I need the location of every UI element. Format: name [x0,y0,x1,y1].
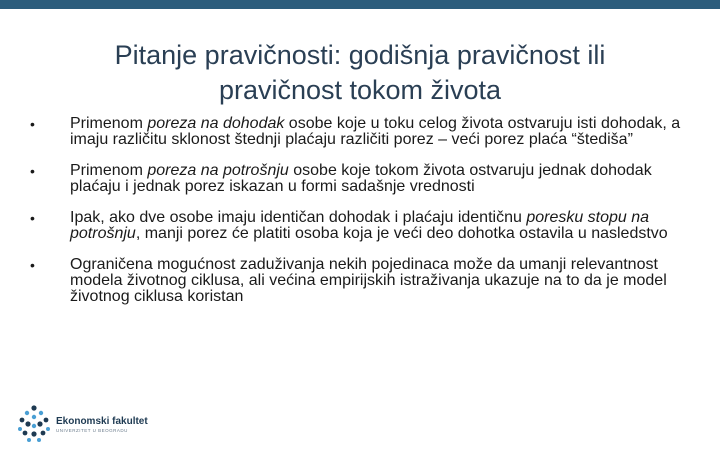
bullet-emphasis: poreza na potrošnju [147,162,289,179]
bullet-text: Ipak, ako dve osobe imaju identičan dohodak i plaćaju identičnu [70,209,527,226]
logo-dot [32,424,36,428]
dots-logo-icon [14,404,54,444]
bullet-item [28,116,688,148]
logo-dot [37,421,42,426]
slide-title-line-2: pravičnost tokom života [218,75,502,106]
bullet-emphasis: poreza na dohodak [147,115,285,132]
bullet-list [28,116,688,320]
logo-dot [44,418,49,423]
logo-dot [41,431,46,436]
top-bar [0,0,720,9]
bullet-item [28,210,688,242]
logo-dot [31,431,36,436]
bullet-marker: • [30,163,35,179]
bullet-text: osobe koje u toku celog života ostvaruju isti dohodak, a imaju različitu sklonost štednji plaćaju različiti porez – veći porez plaća “štediša” [70,115,681,148]
logo-dot [23,431,28,436]
faculty-logo [14,404,214,444]
logo-subtitle: UNIVERZITET U BEOGRADU [56,428,128,433]
logo-dot [25,421,30,426]
bullet-text: Primenom [70,162,148,179]
bullet-marker: • [30,257,35,273]
logo-dot [27,438,31,442]
logo-dot [37,438,41,442]
bullet-text: Primenom [70,115,148,132]
logo-name: Ekonomski fakultet [56,416,148,427]
bullet-text: Ograničena mogućnost zaduživanja nekih pojedinaca može da umanji relevantnost modela životnog ciklusa, ali većina empirijskih istraživanja ukazuje na to da je model životnog ciklusa koristan [70,256,667,305]
logo-dot [25,411,29,415]
logo-dot [20,418,25,423]
bullet-emphasis: poresku stopu na potrošnju [70,209,650,242]
logo-dot [18,427,22,431]
bullet-marker: • [30,210,35,226]
logo-dot [39,411,43,415]
slide-title [40,38,680,108]
logo-dot [46,427,50,431]
bullet-item [28,257,688,305]
logo-dot [31,405,36,410]
slide-title-line-1: Pitanje pravičnosti: godišnja pravičnost ili [114,40,606,71]
bullet-text: osobe koje tokom života ostvaruju jednak dohodak plaćaju i jednak porez iskazan u formi sadašnje vrednosti [70,162,652,195]
bullet-item [28,163,688,195]
bullet-text: , manji porez će platiti osoba koja je veći deo dohotka ostavila u nasledstvo [135,225,668,242]
bullet-marker: • [30,116,35,132]
logo-dot [32,415,36,419]
